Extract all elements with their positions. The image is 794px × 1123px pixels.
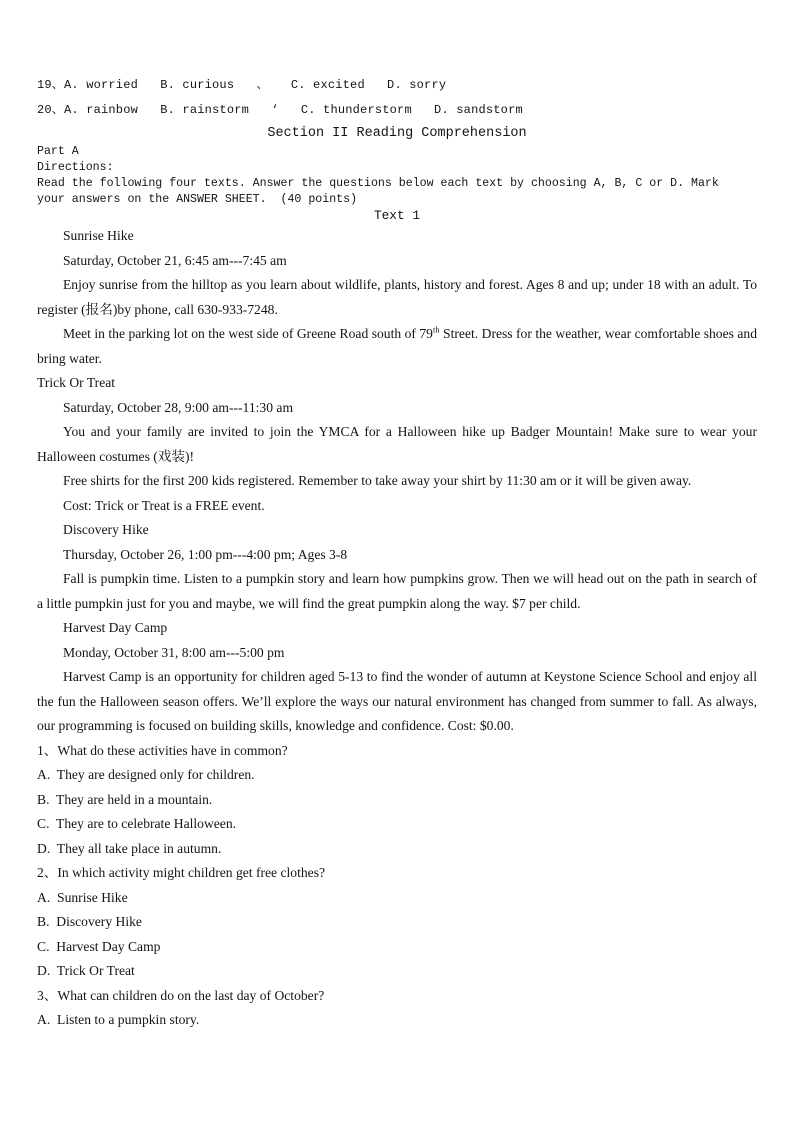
event-time-sunrise-hike: Saturday, October 21, 6:45 am---7:45 am (63, 252, 287, 268)
paragraph-text: Meet in the parking lot on the west side of Greene Road south of 79 (63, 326, 433, 341)
cloze-question-20: 20、A. rainbow B. rainstorm ‘ C. thunderstorm D. sandstorm (37, 103, 523, 117)
question-2-option-c: C. Harvest Day Camp (37, 938, 161, 954)
question-2-option-a: A. Sunrise Hike (37, 889, 128, 905)
event-paragraph-trick-2: Free shirts for the first 200 kids registered. Remember to take away your shirt by 11:30 am or it will be given away. (63, 473, 692, 488)
question-2-option-b: B. Discovery Hike (37, 914, 142, 929)
question-2-option-d: D. Trick Or Treat (37, 963, 135, 978)
directions-text-line-2: your answers on the ANSWER SHEET. (40 points) (37, 193, 358, 206)
event-paragraph-trick-1: You and your family are invited to join the YMCA for a Halloween hike up Badger Mountain! Make sure to wear your Halloween costumes (戏装)! (37, 424, 757, 464)
event-name-discovery-hike: Discovery Hike (63, 522, 149, 537)
event-name-sunrise-hike: Sunrise Hike (63, 228, 134, 243)
question-3-option-a: A. Listen to a pumpkin story. (37, 1012, 200, 1027)
question-1-option-c: C. They are to celebrate Halloween. (37, 816, 237, 831)
event-paragraph-sunrise-2 (37, 322, 757, 371)
part-label: Part A (37, 145, 79, 158)
text1-title: Text 1 (373, 208, 421, 223)
cloze-question-19: 19、A. worried B. curious 、 C. excited D. sorry (37, 78, 447, 92)
question-1-option-d: D. They all take place in autumn. (37, 840, 222, 856)
event-time-trick-or-treat: Saturday, October 28, 9:00 am---11:30 am (63, 399, 294, 415)
event-paragraph-sunrise-1: Enjoy sunrise from the hilltop as you learn about wildlife, plants, history and forest. Ages 8 and up; under 18 with an adult. To register (报名)by phone, call 630-933-7248. (37, 277, 757, 317)
event-cost-trick-or-treat: Cost: Trick or Treat is a FREE event. (63, 497, 265, 513)
directions-text-line-1: Read the following four texts. Answer the questions below each text by choosing A, B, C or D. Mark (37, 177, 719, 190)
section-title: Section II Reading Comprehension (267, 126, 527, 141)
event-paragraph-harvest-1: Harvest Camp is an opportunity for children aged 5-13 to find the wonder of autumn at Keystone Science School and enjoy all the fun the Halloween season offers. We’ll explore the ways our natural environment has changed from summer to fall. As always, our programming is focused on building skills, knowledge and confidence. Cost: $0.00. (37, 669, 757, 733)
ordinal-superscript: th (432, 324, 440, 335)
question-3: 3、What can children do on the last day of October? (37, 987, 325, 1003)
event-time-harvest-day-camp: Monday, October 31, 8:00 am---5:00 pm (63, 644, 285, 660)
event-time-discovery-hike: Thursday, October 26, 1:00 pm---4:00 pm; Ages 3-8 (63, 546, 348, 562)
question-1: 1、What do these activities have in common? (37, 742, 288, 758)
question-1-option-a: A. They are designed only for children. (37, 767, 255, 782)
directions-label: Directions: (37, 161, 114, 174)
question-1-option-b: B. They are held in a mountain. (37, 791, 213, 807)
event-name-harvest-day-camp: Harvest Day Camp (63, 620, 168, 635)
event-name-trick-or-treat: Trick Or Treat (37, 375, 116, 390)
question-2: 2、In which activity might children get free clothes? (37, 865, 326, 880)
paragraph-text: Street. Dress for the weather, wear comfortable shoes and bring water. (37, 326, 757, 366)
event-paragraph-discovery-1: Fall is pumpkin time. Listen to a pumpkin story and learn how pumpkins grow. Then we will head out on the path in search of a little pumpkin just for you and maybe, we will find the great pumpkin along the way. $7 per child. (37, 571, 757, 611)
